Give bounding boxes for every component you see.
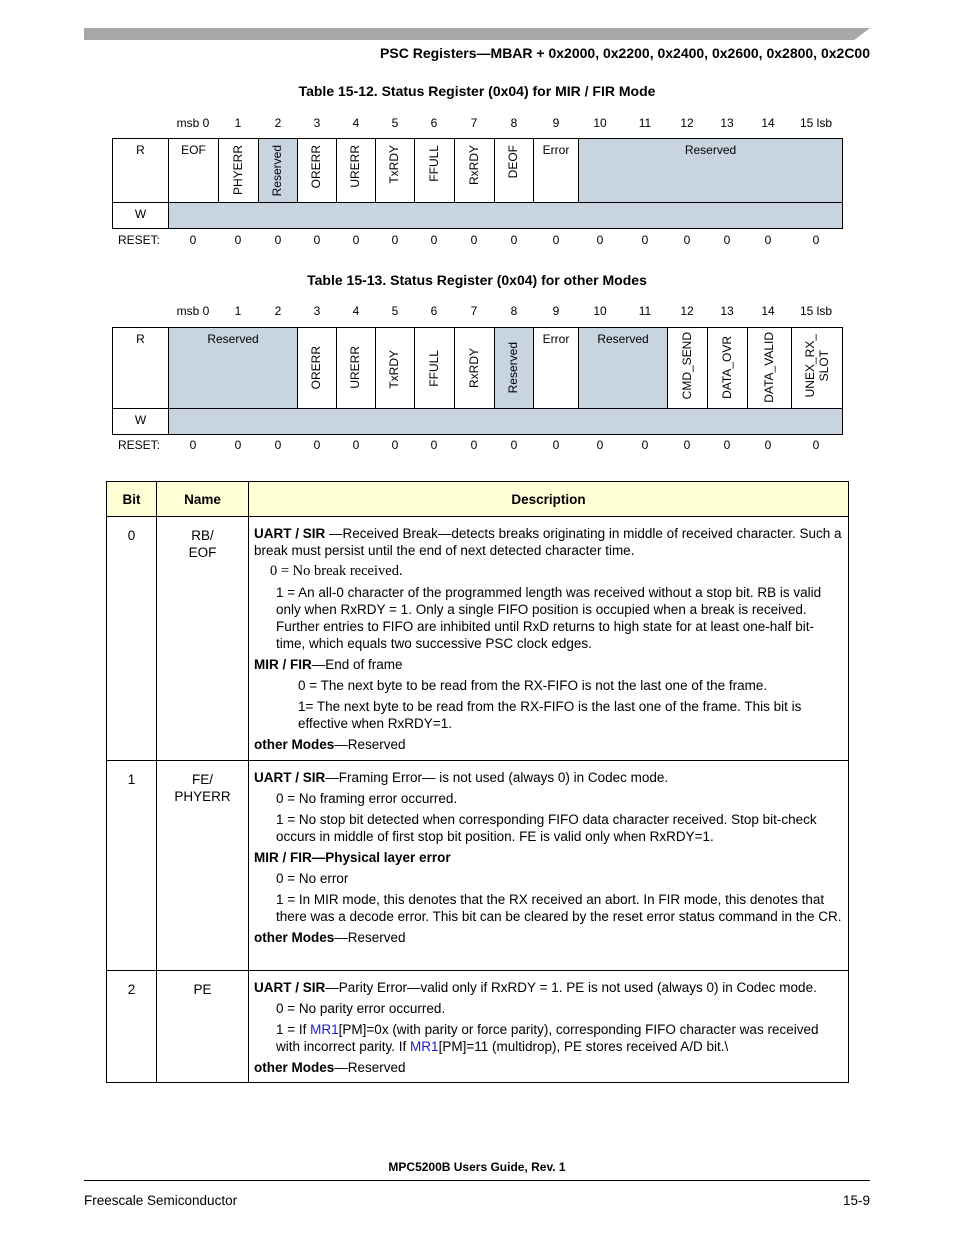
- reset-value: 0: [470, 438, 478, 452]
- field-urerr: URERR: [336, 138, 376, 203]
- bit-number: 8: [510, 116, 518, 130]
- field-ffull: FFULL: [414, 327, 455, 409]
- bit-number: 5: [391, 304, 399, 318]
- field-orerr: ORERR: [297, 138, 337, 203]
- mode-label: UART / SIR: [254, 526, 326, 541]
- value-line: 0 = No parity error occurred.: [276, 1001, 446, 1016]
- field-unex-rx-slot: UNEX_RX_ SLOT: [791, 327, 843, 409]
- reset-value: 0: [391, 438, 399, 452]
- footer-page-number: 15-9: [842, 1193, 870, 1208]
- field-reserved: Reserved: [168, 327, 298, 409]
- mode-label: MIR / FIR—Physical layer error: [254, 850, 451, 865]
- field-orerr: ORERR: [297, 327, 337, 409]
- field-txrdy: TxRDY: [375, 327, 415, 409]
- bit-number: 1: [234, 116, 242, 130]
- table-row: [107, 971, 849, 1083]
- mode-label: UART / SIR: [254, 980, 326, 995]
- bit-number: 7: [470, 116, 478, 130]
- bit-number: 3: [313, 116, 321, 130]
- name-cell: [157, 971, 249, 1083]
- description-text: —Received Break—detects breaks originating in middle of received character. Such a break must persist until the end of next detected character time.: [254, 526, 842, 558]
- table-row: [107, 761, 849, 971]
- field-deof: DEOF: [494, 138, 534, 203]
- table2-reset-row: [0, 438, 954, 454]
- bit-number: 8: [510, 304, 518, 318]
- field-txrdy: TxRDY: [375, 138, 415, 203]
- value-line: 1 = An all-0 character of the programmed length was received without a stop bit. RB is valid only when RxRDY = 1. Only a single FIFO position is occupied when a break is received. Further entries to FIFO are inhibited until RxD returns to high state for at least one-half bit-time, which equals two successive PSC clock edges.: [276, 585, 822, 651]
- mode-label: UART / SIR: [254, 770, 326, 785]
- description-cell: [249, 517, 849, 761]
- reset-value: 0: [812, 438, 820, 452]
- header-bar: [84, 28, 870, 40]
- value-line: 0 = The next byte to be read from the RX-FIFO is not the last one of the frame.: [298, 678, 768, 693]
- reset-value: 0: [764, 233, 772, 247]
- reset-value: 0: [430, 233, 438, 247]
- reset-label: RESET:: [118, 438, 161, 452]
- mode-label: other Modes: [254, 930, 335, 945]
- reset-value: 0: [313, 233, 321, 247]
- description-cell: [249, 761, 849, 971]
- table1-title: Table 15-12. Status Register (0x04) for MIR / FIR Mode: [298, 83, 656, 99]
- r-label-cell: R: [112, 138, 169, 203]
- reset-value: 0: [641, 438, 649, 452]
- name-line: FE/: [191, 772, 213, 787]
- field-error: Error: [533, 327, 579, 409]
- reset-value: 0: [510, 438, 518, 452]
- field-cmd-send: CMD_SEND: [667, 327, 708, 409]
- field-rxrdy: RxRDY: [454, 138, 495, 203]
- mr1-link[interactable]: MR1: [410, 1039, 439, 1054]
- table1-bit-numbers: [0, 116, 954, 130]
- reset-value: 0: [274, 233, 282, 247]
- bit-cell: 0: [107, 517, 157, 761]
- reset-value: 0: [596, 233, 604, 247]
- bit-number: 13: [720, 304, 734, 318]
- bit-number: 6: [430, 304, 438, 318]
- bit-number: msb 0: [176, 116, 210, 130]
- w-label-cell: W: [112, 202, 169, 229]
- reset-value: 0: [596, 438, 604, 452]
- w-label-cell: W: [112, 408, 169, 435]
- description-text: —Reserved: [334, 1060, 406, 1075]
- reset-value: 0: [470, 233, 478, 247]
- footer-divider: [84, 1180, 870, 1181]
- bit-number: 11: [638, 116, 652, 130]
- reset-value: 0: [189, 233, 197, 247]
- bit-number: 14: [761, 116, 775, 130]
- write-row: [168, 202, 843, 229]
- mr1-link[interactable]: MR1: [310, 1022, 339, 1037]
- footer-guide-title: MPC5200B Users Guide, Rev. 1: [388, 1160, 566, 1174]
- reset-value: 0: [723, 438, 731, 452]
- reset-value: 0: [683, 233, 691, 247]
- reset-value: 0: [764, 438, 772, 452]
- field-phyerr: PHYERR: [218, 138, 259, 203]
- value-line: 0 = No break received.: [270, 563, 403, 579]
- bit-number: 14: [761, 304, 775, 318]
- footer-company: Freescale Semiconductor: [84, 1193, 238, 1208]
- reset-value: 0: [552, 233, 560, 247]
- bit-number: 6: [430, 116, 438, 130]
- bit-number: 5: [391, 116, 399, 130]
- reset-value: 0: [234, 233, 242, 247]
- bit-number: 2: [274, 116, 282, 130]
- reset-value: 0: [683, 438, 691, 452]
- bit-number: 10: [593, 304, 607, 318]
- value-line: 0 = No framing error occurred.: [276, 791, 458, 806]
- field-error: Error: [533, 138, 579, 203]
- field-ffull: FFULL: [414, 138, 455, 203]
- table-row: [107, 517, 849, 761]
- bit-number: 11: [638, 304, 652, 318]
- bit-number: msb 0: [176, 304, 210, 318]
- field-urerr: URERR: [336, 327, 376, 409]
- name-line: RB/: [191, 528, 214, 543]
- field-rxrdy: RxRDY: [454, 327, 495, 409]
- value-line: 1 = If MR1[PM]=0x (with parity or force parity), corresponding FIFO character was received with incorrect parity. If MR1[PM]=11 (multidrop), PE stores received A/D bit.\: [276, 1022, 819, 1054]
- bit-number: 4: [352, 116, 360, 130]
- table2-title: Table 15-13. Status Register (0x04) for other Modes: [307, 272, 647, 288]
- reset-value: 0: [352, 233, 360, 247]
- field-eof: EOF: [168, 138, 219, 203]
- name-line: PHYERR: [174, 789, 231, 804]
- mode-label: other Modes: [254, 737, 335, 752]
- reset-value: 0: [352, 438, 360, 452]
- reset-value: 0: [391, 233, 399, 247]
- bit-number: 4: [352, 304, 360, 318]
- reset-value: 0: [812, 233, 820, 247]
- description-text: —Parity Error—valid only if RxRDY = 1. PE is not used (always 0) in Codec mode.: [325, 980, 817, 995]
- field-reserved: Reserved: [578, 138, 843, 203]
- bit-number: 13: [720, 116, 734, 130]
- bit-number: 3: [313, 304, 321, 318]
- reset-value: 0: [430, 438, 438, 452]
- reset-value: 0: [510, 233, 518, 247]
- mode-label: other Modes: [254, 1060, 335, 1075]
- name-line: EOF: [188, 545, 217, 560]
- bit-number: 12: [680, 116, 694, 130]
- bit-number: 15 lsb: [799, 304, 833, 318]
- column-header: Description: [249, 482, 849, 517]
- r-label-cell: R: [112, 327, 169, 409]
- value-line: 1 = No stop bit detected when corresponding FIFO data character received. Stop bit-check occurs in middle of first stop bit position. FE is valid only when RxRDY=1.: [276, 812, 817, 844]
- table-header-row: [107, 482, 849, 517]
- bit-number: 10: [593, 116, 607, 130]
- bit-number: 2: [274, 304, 282, 318]
- bit-number: 9: [552, 116, 560, 130]
- reset-label: RESET:: [118, 233, 161, 247]
- field-reserved: Reserved: [578, 327, 668, 409]
- table1-reset-row: [0, 233, 954, 249]
- description-text: —Reserved: [334, 930, 406, 945]
- bit-number: 1: [234, 304, 242, 318]
- reset-value: 0: [723, 233, 731, 247]
- reset-value: 0: [552, 438, 560, 452]
- name-line: PE: [193, 982, 212, 997]
- reset-value: 0: [641, 233, 649, 247]
- field-data-valid: DATA_VALID: [747, 327, 792, 409]
- name-cell: [157, 517, 249, 761]
- write-row: [168, 408, 843, 435]
- value-line: 1= The next byte to be read from the RX-FIFO is the last one of the frame. This bit is effective when RxRDY=1.: [298, 699, 802, 731]
- description-text: —Reserved: [334, 737, 406, 752]
- description-cell: [249, 971, 849, 1083]
- reset-value: 0: [274, 438, 282, 452]
- value-line: 0 = No error: [276, 871, 349, 886]
- bit-number: 15 lsb: [799, 116, 833, 130]
- column-header: Name: [157, 482, 249, 517]
- field-data-ovr: DATA_OVR: [707, 327, 748, 409]
- reset-value: 0: [189, 438, 197, 452]
- reset-value: 0: [234, 438, 242, 452]
- field-description-table: [106, 481, 849, 1083]
- column-header: Bit: [107, 482, 157, 517]
- description-text: —End of frame: [311, 657, 403, 672]
- bit-number: 7: [470, 304, 478, 318]
- bit-cell: 2: [107, 971, 157, 1083]
- description-text: —Framing Error— is not used (always 0) in Codec mode.: [325, 770, 669, 785]
- value-line: 1 = In MIR mode, this denotes that the RX received an abort. In FIR mode, this denotes that there was a decode error. This bit can be cleared by the reset error status command in the CR.: [276, 892, 842, 924]
- name-cell: [157, 761, 249, 971]
- page-header-title: PSC Registers—MBAR + 0x2000, 0x2200, 0x2400, 0x2600, 0x2800, 0x2C00: [380, 45, 870, 61]
- bit-cell: 1: [107, 761, 157, 971]
- reset-value: 0: [313, 438, 321, 452]
- mode-label: MIR / FIR: [254, 657, 312, 672]
- field-reserved: Reserved: [258, 138, 298, 203]
- bit-number: 9: [552, 304, 560, 318]
- field-reserved: Reserved: [494, 327, 534, 409]
- table2-bit-numbers: [0, 304, 954, 318]
- bit-number: 12: [680, 304, 694, 318]
